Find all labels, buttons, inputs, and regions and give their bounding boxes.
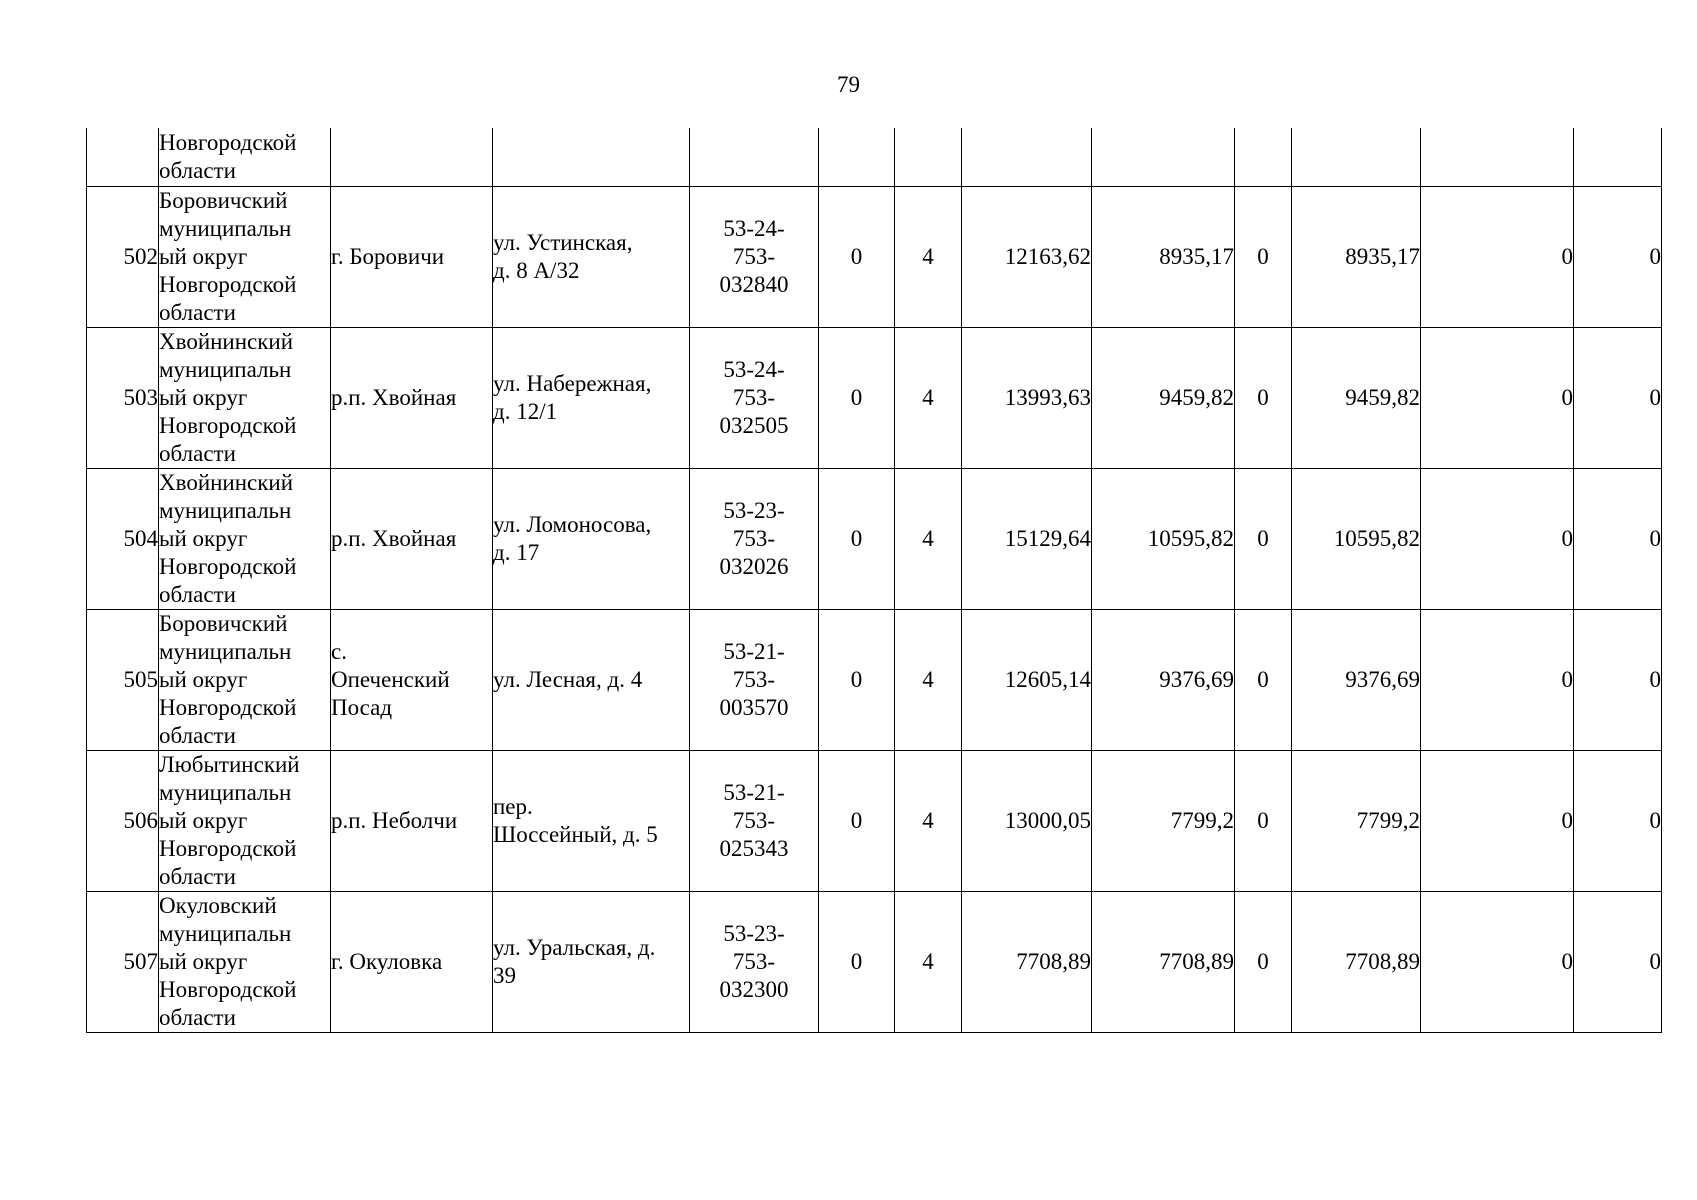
cell-text: ул. Ломоносова, д. 17 — [493, 511, 652, 565]
cell-col11 — [1421, 750, 1574, 891]
cell-street — [493, 609, 690, 750]
cell-text: 10595,82 — [1333, 525, 1420, 551]
cell-text: Боровичский муниципальн ый округ Новгородской области — [159, 187, 297, 325]
cell-street — [493, 186, 690, 327]
cell-text: 7799,2 — [1170, 807, 1234, 833]
cell-text: 503 — [123, 384, 158, 410]
cell-text: 12605,14 — [1004, 666, 1091, 692]
cell-col5 — [819, 609, 895, 750]
cell-text: ул. Уральская, д. 39 — [493, 934, 656, 988]
cell-text: 53-23- 753- 032026 — [719, 497, 789, 579]
cell-text: 505 — [123, 666, 158, 692]
cell-num — [87, 468, 159, 609]
cell-col6 — [895, 891, 962, 1032]
cell-text: г. Боровичи — [331, 243, 445, 269]
registry-table — [86, 128, 1662, 1033]
cell-text: 0 — [1561, 666, 1573, 692]
cell-num — [87, 186, 159, 327]
cell-text: с. Опеченский Посад — [331, 638, 450, 720]
cell-col7 — [962, 327, 1092, 468]
cell-code — [690, 891, 819, 1032]
cell-col6 — [895, 327, 962, 468]
cell-col5 — [819, 468, 895, 609]
cell-municipality — [159, 327, 331, 468]
cell-col9 — [1235, 750, 1292, 891]
cell-col11 — [1421, 327, 1574, 468]
cell-municipality — [159, 186, 331, 327]
cell-text: 0 — [1649, 525, 1661, 551]
cell-locality — [331, 468, 493, 609]
cell-col8 — [1092, 186, 1235, 327]
cell-col11 — [1421, 186, 1574, 327]
cell-street — [493, 128, 690, 186]
cell-text: р.п. Неболчи — [331, 807, 458, 833]
cell-text: Любытинский муниципальн ый округ Новгородской области — [159, 751, 300, 889]
cell-col9 — [1235, 327, 1292, 468]
cell-text: 53-24- 753- 032505 — [719, 356, 789, 438]
cell-street — [493, 750, 690, 891]
cell-text: 15129,64 — [1004, 525, 1091, 551]
table-row-continuation — [87, 128, 1662, 186]
cell-text: 0 — [1649, 948, 1661, 974]
cell-text: 4 — [922, 525, 934, 551]
cell-municipality — [159, 128, 331, 186]
cell-locality — [331, 128, 493, 186]
cell-col8 — [1092, 609, 1235, 750]
cell-col7 — [962, 468, 1092, 609]
cell-text: 7799,2 — [1356, 807, 1420, 833]
cell-col9 — [1235, 186, 1292, 327]
cell-text: 506 — [123, 807, 158, 833]
cell-text: 8935,17 — [1345, 243, 1420, 269]
table-row — [87, 609, 1662, 750]
cell-code — [690, 128, 819, 186]
cell-col12 — [1574, 468, 1662, 609]
cell-text: 9376,69 — [1159, 666, 1234, 692]
cell-col8 — [1092, 128, 1235, 186]
cell-text: 7708,89 — [1345, 948, 1420, 974]
cell-text: ул. Устинская, д. 8 А/32 — [493, 229, 633, 283]
cell-col8 — [1092, 327, 1235, 468]
cell-col9 — [1235, 891, 1292, 1032]
cell-text: р.п. Хвойная — [331, 525, 457, 551]
cell-text: 9459,82 — [1159, 384, 1234, 410]
cell-text: Хвойнинский муниципальн ый округ Новгородской области — [159, 328, 297, 466]
cell-text: 0 — [1257, 243, 1269, 269]
cell-col5 — [819, 891, 895, 1032]
cell-street — [493, 468, 690, 609]
cell-col8 — [1092, 891, 1235, 1032]
cell-col6 — [895, 750, 962, 891]
cell-text: 0 — [1257, 666, 1269, 692]
cell-code — [690, 609, 819, 750]
cell-col10 — [1292, 891, 1421, 1032]
cell-col12 — [1574, 891, 1662, 1032]
cell-col8 — [1092, 750, 1235, 891]
cell-text: 0 — [850, 948, 863, 974]
cell-locality — [331, 891, 493, 1032]
cell-text: 4 — [922, 948, 934, 974]
cell-text: 10595,82 — [1147, 525, 1234, 551]
cell-text: 0 — [850, 525, 863, 551]
cell-text: 7708,89 — [1159, 948, 1234, 974]
cell-text: ул. Набережная, д. 12/1 — [493, 370, 652, 424]
cell-col6 — [895, 128, 962, 186]
cell-col6 — [895, 468, 962, 609]
cell-locality — [331, 186, 493, 327]
cell-text: 12163,62 — [1004, 243, 1091, 269]
cell-municipality — [159, 609, 331, 750]
cell-col7 — [962, 128, 1092, 186]
cell-col12 — [1574, 128, 1662, 186]
cell-municipality — [159, 468, 331, 609]
cell-text: 0 — [850, 243, 863, 269]
cell-text: 0 — [1561, 807, 1573, 833]
cell-col12 — [1574, 327, 1662, 468]
cell-col5 — [819, 750, 895, 891]
cell-text: 507 — [123, 948, 158, 974]
table-row — [87, 327, 1662, 468]
cell-text: 0 — [1561, 525, 1573, 551]
cell-col11 — [1421, 128, 1574, 186]
table-row — [87, 750, 1662, 891]
cell-code — [690, 327, 819, 468]
cell-code — [690, 468, 819, 609]
cell-text: р.п. Хвойная — [331, 384, 457, 410]
cell-text: 13993,63 — [1004, 384, 1091, 410]
cell-text: г. Окуловка — [331, 948, 443, 974]
cell-col9 — [1235, 468, 1292, 609]
cell-text: 0 — [1649, 384, 1661, 410]
table-row — [87, 468, 1662, 609]
cell-col12 — [1574, 186, 1662, 327]
cell-text: 0 — [1257, 384, 1269, 410]
cell-col12 — [1574, 609, 1662, 750]
cell-text: 0 — [1257, 807, 1269, 833]
cell-text: 53-21- 753- 003570 — [719, 638, 789, 720]
table-row — [87, 186, 1662, 327]
cell-text: 53-21- 753- 025343 — [719, 779, 789, 861]
cell-col11 — [1421, 609, 1574, 750]
cell-text: 53-24- 753- 032840 — [719, 215, 789, 297]
cell-col6 — [895, 186, 962, 327]
cell-text: пер. Шоссейный, д. 5 — [493, 793, 658, 847]
cell-municipality — [159, 750, 331, 891]
cell-text: 0 — [1257, 948, 1269, 974]
cell-text: 504 — [123, 525, 158, 551]
cell-text: 0 — [1561, 243, 1573, 269]
cell-col7 — [962, 891, 1092, 1032]
cell-col8 — [1092, 468, 1235, 609]
cell-col9 — [1235, 128, 1292, 186]
cell-text: 0 — [850, 384, 863, 410]
cell-text: Окуловский муниципальн ый округ Новгородской области — [159, 892, 297, 1030]
table-body — [87, 128, 1662, 1032]
cell-text: 9376,69 — [1345, 666, 1420, 692]
cell-num — [87, 609, 159, 750]
cell-text: 9459,82 — [1345, 384, 1420, 410]
cell-text: 0 — [850, 666, 863, 692]
cell-col7 — [962, 750, 1092, 891]
page-number: 79 — [837, 72, 860, 97]
cell-code — [690, 186, 819, 327]
cell-col5 — [819, 327, 895, 468]
cell-text: 7708,89 — [1016, 948, 1091, 974]
cell-col11 — [1421, 891, 1574, 1032]
cell-code — [690, 750, 819, 891]
cell-street — [493, 891, 690, 1032]
cell-street — [493, 327, 690, 468]
cell-text: 502 — [123, 243, 158, 269]
cell-locality — [331, 327, 493, 468]
cell-locality — [331, 609, 493, 750]
cell-text: 4 — [922, 384, 934, 410]
cell-col10 — [1292, 128, 1421, 186]
cell-text: 53-23- 753- 032300 — [719, 920, 789, 1002]
cell-col5 — [819, 186, 895, 327]
cell-col5 — [819, 128, 895, 186]
cell-col12 — [1574, 750, 1662, 891]
cell-text: ул. Лесная, д. 4 — [493, 666, 643, 692]
cell-text: 0 — [1649, 807, 1661, 833]
cell-col7 — [962, 609, 1092, 750]
cell-text: Хвойнинский муниципальн ый округ Новгородской области — [159, 469, 297, 607]
cell-num — [87, 327, 159, 468]
cell-col11 — [1421, 468, 1574, 609]
cell-col10 — [1292, 468, 1421, 609]
cell-municipality — [159, 891, 331, 1032]
cell-num — [87, 128, 159, 186]
cell-text: 0 — [1561, 948, 1573, 974]
cell-col10 — [1292, 186, 1421, 327]
cell-num — [87, 750, 159, 891]
cell-text: 4 — [922, 807, 934, 833]
cell-col10 — [1292, 327, 1421, 468]
cell-text: 0 — [850, 807, 863, 833]
cell-num — [87, 891, 159, 1032]
cell-text: 0 — [1257, 525, 1269, 551]
table-row — [87, 891, 1662, 1032]
cell-col7 — [962, 186, 1092, 327]
cell-text: 0 — [1561, 384, 1573, 410]
cell-text: 4 — [922, 666, 934, 692]
cell-text: Новгородской области — [159, 129, 297, 183]
cell-text: 13000,05 — [1004, 807, 1091, 833]
cell-text: Боровичский муниципальн ый округ Новгородской области — [159, 610, 297, 748]
cell-text: 0 — [1649, 243, 1661, 269]
cell-col10 — [1292, 750, 1421, 891]
cell-col10 — [1292, 609, 1421, 750]
cell-text: 8935,17 — [1159, 243, 1234, 269]
cell-locality — [331, 750, 493, 891]
cell-col6 — [895, 609, 962, 750]
cell-text: 4 — [922, 243, 934, 269]
cell-text: 0 — [1649, 666, 1661, 692]
cell-col9 — [1235, 609, 1292, 750]
